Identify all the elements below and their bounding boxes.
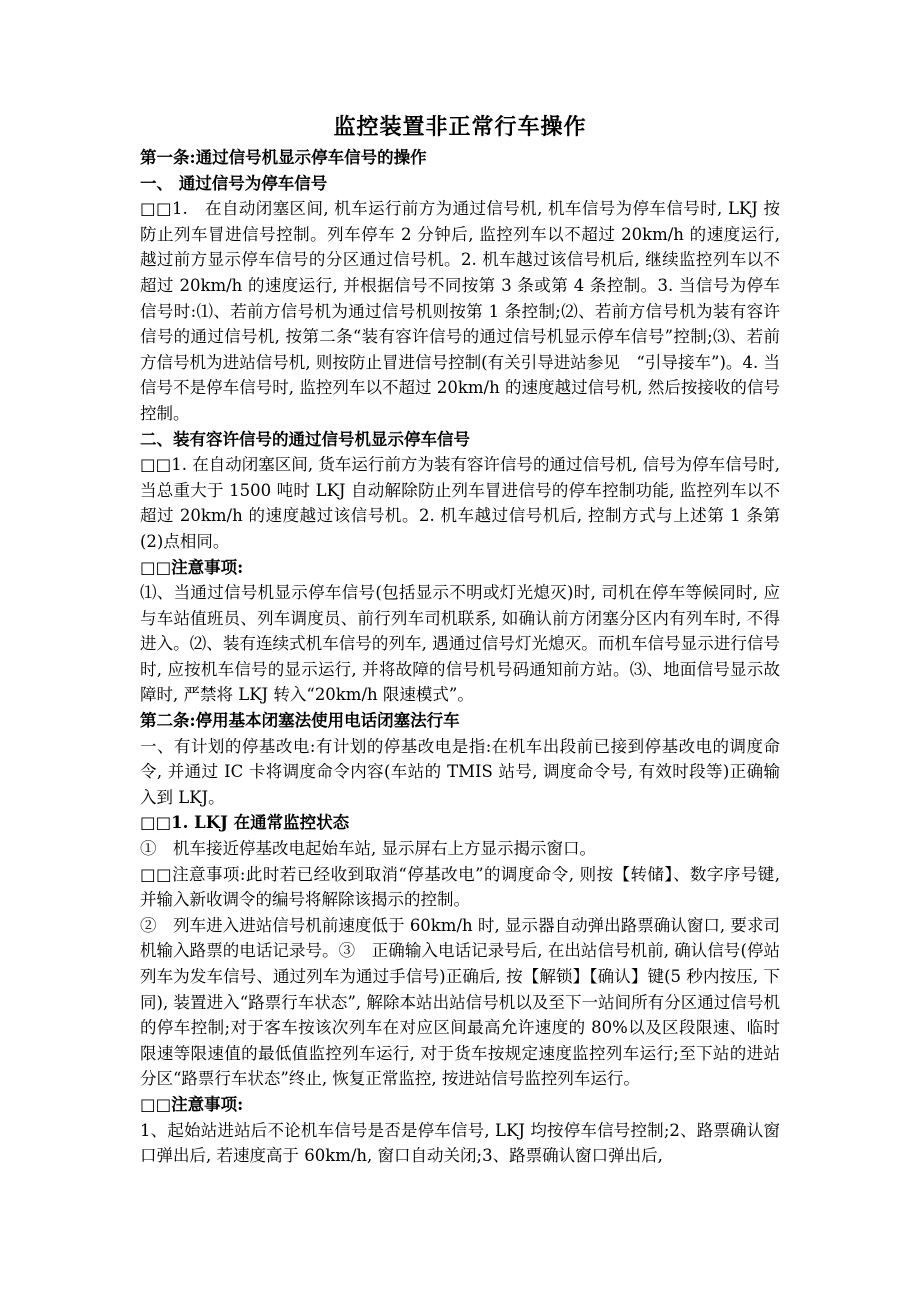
step-2-3-body: ② 列车进入进站信号机前速度低于 60km/h 时, 显示器自动弹出路票确认窗口, 要求司机输入路票的电话记录号。③ 正确输入电话记录号后, 在出站信号机前, 确认信号(停站列车为发车信号、通过列车为通过手信号)正确后, 按【解锁】【确认】键(5 秒内按压, 下同), 装置进入“路票行车状态”, 解除本站出站信号机以及至下一站间所有分区通过信号机的停车控制;对于客车按该次列车在对应区间最高允许速度的 80%以及区段限速、临时限速等限速值的最低值监控列车运行, 对于货车按规定速度监控列车运行;至下站的进站分区“路票行车状态”终止, 恢复正常监控, 按进站信号监控列车运行。 <box>140 915 780 1089</box>
section-2-body: □□1. 在自动闭塞区间, 货车运行前方为装有容许信号的通过信号机, 信号为停车信号时, 当总重大于 1500 吨时 LKJ 自动解除防止列车冒进信号的停车控制功能, 监控列车以不超过 20km/h 的速度越过该信号机。2. 机车越过信号机后, 控制方式与上述第 1 条第(2)点相同。 <box>140 455 780 551</box>
notes-body-2: 1、起始站进站后不论机车信号是否是停车信号, LKJ 均按停车信号控制;2、路票确认窗口弹出后, 若速度高于 60km/h, 窗口自动关闭;3、路票确认窗口弹出后, <box>140 1120 780 1166</box>
article-1-heading: 第一条:通过信号机显示停车信号的操作 <box>140 148 427 167</box>
notes-heading-2: □□注意事项: <box>140 1094 244 1114</box>
planned-change-body: 一、有计划的停基改电:有计划的停基改电是指:在机车出段前已接到停基改电的调度命令, 并通过 IC 卡将调度命令内容(车站的 TMIS 站号, 调度命令号, 有效时段等)正确输入到 LKJ。 <box>140 736 780 807</box>
document-title: 监控装置非正常行车操作 <box>333 114 587 140</box>
section-1-body: □□1. 在自动闭塞区间, 机车运行前方为通过信号机, 机车信号为停车信号时, LKJ 按防止列车冒进信号控制。列车停车 2 分钟后, 监控列车以不超过 20km/h 的速度运行, 越过前方显示停车信号的分区通过信号机。2. 机车越过该信号机后, 继续监控列车以不超过 20km/h 的速度运行, 并根据信号不同按第 3 条或第 4 条控制。3. 当信号为停车信号时:⑴、若前方信号机为通过信号机则按第 1 条控制;⑵、若前方信号机为装有容许信号的通过信号机, 按第二条“装有容许信号的通过信号机显示停车信号”控制;⑶、若前方信号机为进站信号机, 则按防止冒进信号控制(有关引导进站参见 “引导接车”)。4. 当信号不是停车信号时, 监控列车以不超过 20km/h 的速度越过信号机, 然后按接收的信号控制。 <box>140 199 780 423</box>
notes-body-1: ⑴、当通过信号机显示停车信号(包括显示不明或灯光熄灭)时, 司机在停车等候同时, 应与车站值班员、列车调度员、前行列车司机联系, 如确认前方闭塞分区内有列车时, 不得进入。⑵、装有连续式机车信号的列车, 遇通过信号灯光熄灭。而机车信号显示进行信号时, 应按机车信号的显示运行, 并将故障的信号机号码通知前方站。⑶、地面信号显示故障时, 严禁将 LKJ 转入“20km/h 限速模式”。 <box>140 583 780 705</box>
step-1-body: ① 机车接近停基改电起始车站, 显示屏右上方显示揭示窗口。 <box>140 839 596 859</box>
lkj-normal-heading: □□1. LKJ 在通常监控状态 <box>140 813 350 833</box>
article-2-heading: 第二条:停用基本闭塞法使用电话闭塞法行车 <box>140 711 460 731</box>
step-1-note: □□注意事项:此时若已经收到取消“停基改电”的调度命令, 则按【转储】、数字序号键, 并输入新收调令的编号将解除该揭示的控制。 <box>140 864 780 910</box>
notes-heading-1: □□注意事项: <box>140 557 244 577</box>
section-2-heading: 二、装有容许信号的通过信号机显示停车信号 <box>140 429 470 449</box>
section-1-heading: 一、 通过信号为停车信号 <box>140 173 328 193</box>
document-page <box>140 112 780 1169</box>
